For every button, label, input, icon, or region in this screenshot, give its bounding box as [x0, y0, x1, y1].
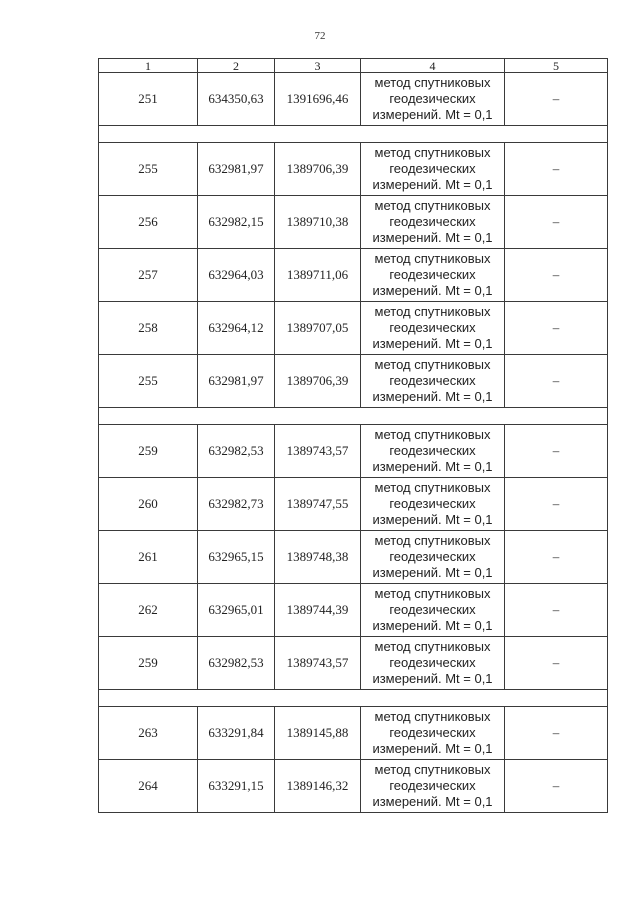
point-number: 262 [99, 584, 198, 637]
table-body [99, 59, 608, 813]
table-row [99, 355, 608, 408]
header-col-2: 2 [198, 59, 275, 73]
x-coordinate: 632981,97 [198, 143, 275, 196]
group-separator-row [99, 126, 608, 143]
x-coordinate: 634350,63 [198, 73, 275, 126]
y-coordinate: 1389146,32 [275, 760, 361, 813]
point-number: 257 [99, 249, 198, 302]
method-description [361, 249, 505, 302]
separator-cell [99, 408, 608, 425]
header-col-4: 4 [361, 59, 505, 73]
description-dash: – [505, 425, 608, 478]
method-line: геодезических [389, 602, 476, 617]
method-line: метод спутниковых [374, 586, 491, 601]
method-line: геодезических [389, 267, 476, 282]
y-coordinate: 1389747,55 [275, 478, 361, 531]
method-line: метод спутниковых [374, 427, 491, 442]
y-coordinate: 1389744,39 [275, 584, 361, 637]
table-row [99, 249, 608, 302]
x-coordinate: 632982,15 [198, 196, 275, 249]
point-number: 260 [99, 478, 198, 531]
point-number: 258 [99, 302, 198, 355]
method-description [361, 196, 505, 249]
method-line: измерений. Mt = 0,1 [372, 336, 493, 351]
method-line: измерений. Mt = 0,1 [372, 389, 493, 404]
method-line: геодезических [389, 655, 476, 670]
separator-cell [99, 690, 608, 707]
x-coordinate: 632981,97 [198, 355, 275, 408]
point-number: 259 [99, 637, 198, 690]
method-line: геодезических [389, 778, 476, 793]
method-line: метод спутниковых [374, 762, 491, 777]
method-line: геодезических [389, 549, 476, 564]
method-line: измерений. Mt = 0,1 [372, 671, 493, 686]
x-coordinate: 632982,53 [198, 637, 275, 690]
method-line: метод спутниковых [374, 145, 491, 160]
method-description [361, 143, 505, 196]
description-dash: – [505, 143, 608, 196]
x-coordinate: 632982,53 [198, 425, 275, 478]
method-description [361, 425, 505, 478]
method-line: метод спутниковых [374, 251, 491, 266]
description-dash: – [505, 196, 608, 249]
point-number: 251 [99, 73, 198, 126]
method-line: измерений. Mt = 0,1 [372, 741, 493, 756]
method-description [361, 355, 505, 408]
method-line: геодезических [389, 443, 476, 458]
table-row [99, 760, 608, 813]
method-description [361, 707, 505, 760]
header-col-1: 1 [99, 59, 198, 73]
table-row [99, 143, 608, 196]
y-coordinate: 1389145,88 [275, 707, 361, 760]
y-coordinate: 1389707,05 [275, 302, 361, 355]
method-description [361, 302, 505, 355]
method-line: метод спутниковых [374, 357, 491, 372]
page-number: 72 [314, 30, 326, 42]
coordinates-table [98, 58, 608, 813]
method-description [361, 531, 505, 584]
method-line: геодезических [389, 496, 476, 511]
group-separator-row [99, 690, 608, 707]
description-dash: – [505, 760, 608, 813]
method-description [361, 584, 505, 637]
method-line: метод спутниковых [374, 198, 491, 213]
y-coordinate: 1389743,57 [275, 425, 361, 478]
method-line: метод спутниковых [374, 304, 491, 319]
method-description [361, 760, 505, 813]
method-description [361, 73, 505, 126]
table-row [99, 425, 608, 478]
method-line: измерений. Mt = 0,1 [372, 107, 493, 122]
method-line: измерений. Mt = 0,1 [372, 794, 493, 809]
method-line: измерений. Mt = 0,1 [372, 230, 493, 245]
table-row [99, 584, 608, 637]
description-dash: – [505, 531, 608, 584]
x-coordinate: 632965,01 [198, 584, 275, 637]
method-line: метод спутниковых [374, 709, 491, 724]
point-number: 261 [99, 531, 198, 584]
table-row [99, 707, 608, 760]
description-dash: – [505, 302, 608, 355]
y-coordinate: 1389706,39 [275, 143, 361, 196]
point-number: 259 [99, 425, 198, 478]
description-dash: – [505, 637, 608, 690]
point-number: 264 [99, 760, 198, 813]
y-coordinate: 1389706,39 [275, 355, 361, 408]
x-coordinate: 632964,12 [198, 302, 275, 355]
method-line: измерений. Mt = 0,1 [372, 618, 493, 633]
header-row [99, 59, 608, 73]
method-line: геодезических [389, 161, 476, 176]
header-col-5: 5 [505, 59, 608, 73]
y-coordinate: 1389710,38 [275, 196, 361, 249]
method-line: измерений. Mt = 0,1 [372, 565, 493, 580]
point-number: 255 [99, 355, 198, 408]
method-description [361, 478, 505, 531]
x-coordinate: 632965,15 [198, 531, 275, 584]
method-line: геодезических [389, 320, 476, 335]
description-dash: – [505, 355, 608, 408]
table-row [99, 531, 608, 584]
point-number: 255 [99, 143, 198, 196]
table-row [99, 637, 608, 690]
method-line: метод спутниковых [374, 533, 491, 548]
x-coordinate: 633291,84 [198, 707, 275, 760]
description-dash: – [505, 73, 608, 126]
point-number: 256 [99, 196, 198, 249]
method-line: геодезических [389, 373, 476, 388]
group-separator-row [99, 408, 608, 425]
point-number: 263 [99, 707, 198, 760]
x-coordinate: 632982,73 [198, 478, 275, 531]
table-row [99, 196, 608, 249]
x-coordinate: 633291,15 [198, 760, 275, 813]
y-coordinate: 1389748,38 [275, 531, 361, 584]
method-line: измерений. Mt = 0,1 [372, 177, 493, 192]
description-dash: – [505, 249, 608, 302]
table-row [99, 302, 608, 355]
method-line: геодезических [389, 91, 476, 106]
description-dash: – [505, 584, 608, 637]
method-line: измерений. Mt = 0,1 [372, 283, 493, 298]
method-description [361, 637, 505, 690]
y-coordinate: 1389743,57 [275, 637, 361, 690]
header-col-3: 3 [275, 59, 361, 73]
method-line: метод спутниковых [374, 480, 491, 495]
method-line: метод спутниковых [374, 639, 491, 654]
description-dash: – [505, 707, 608, 760]
x-coordinate: 632964,03 [198, 249, 275, 302]
description-dash: – [505, 478, 608, 531]
y-coordinate: 1391696,46 [275, 73, 361, 126]
method-line: измерений. Mt = 0,1 [372, 459, 493, 474]
method-line: геодезических [389, 725, 476, 740]
method-line: измерений. Mt = 0,1 [372, 512, 493, 527]
y-coordinate: 1389711,06 [275, 249, 361, 302]
method-line: метод спутниковых [374, 75, 491, 90]
method-line: геодезических [389, 214, 476, 229]
separator-cell [99, 126, 608, 143]
table-row [99, 73, 608, 126]
table-row [99, 478, 608, 531]
